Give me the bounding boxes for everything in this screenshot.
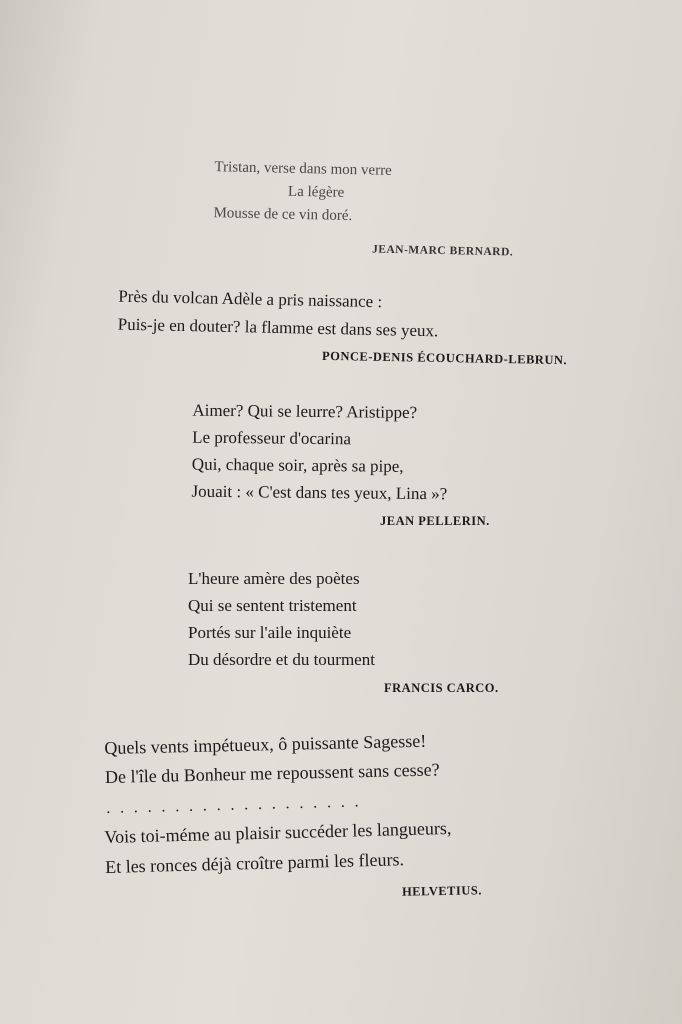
verse-line: Jouait : « C'est dans tes yeux, Lina »? <box>191 481 448 504</box>
verse-line: Mousse de ce vin doré. <box>213 205 353 225</box>
verse-line: L'heure amère des poètes <box>188 569 360 588</box>
verse-line: Qui se sentent tristement <box>188 596 357 615</box>
quote-bernard <box>213 156 392 229</box>
verse-line: Et les ronces déjà croître parmi les fleurs. <box>104 849 405 877</box>
quote-pellerin <box>191 397 448 508</box>
verse-line: De l'île du Bonheur me repoussent sans cesse? <box>104 759 440 787</box>
ellipsis-dots: ................... <box>106 793 369 817</box>
verse-line: Près du volcan Adèle a pris naissance : <box>118 286 383 312</box>
verse-line: Quels vents impétueux, ô puissante Sagesse! <box>104 730 427 758</box>
verse-line: Tristan, verse dans mon verre <box>214 159 392 179</box>
verse-line: Qui, chaque soir, après sa pipe, <box>191 454 404 476</box>
author-attribution: JEAN-MARC BERNARD. <box>371 243 514 259</box>
verse-line: Du désordre et du tourment <box>188 650 375 669</box>
quote-lebrun <box>117 283 439 346</box>
author-attribution: FRANCIS CARCO. <box>384 681 499 695</box>
quote-helvetius <box>104 726 440 792</box>
verse-line: Vois toi-méme au plaisir succéder les langueurs, <box>104 817 452 847</box>
quote-helvetius-continued <box>104 813 453 882</box>
verse-line: Puis-je en douter? la flamme est dans ses yeux. <box>117 314 439 341</box>
verse-line: Aimer? Qui se leurre? Aristippe? <box>192 400 418 423</box>
quote-carco <box>188 565 375 673</box>
verse-line: Portés sur l'aile inquiète <box>188 623 352 642</box>
author-attribution: PONCE-DENIS ÉCOUCHARD-LEBRUN. <box>321 348 568 368</box>
author-attribution: HELVETIUS. <box>401 883 483 899</box>
verse-line: Le professeur d'ocarina <box>192 427 352 449</box>
author-attribution: JEAN PELLERIN. <box>380 514 490 528</box>
verse-line: La légère <box>287 183 345 201</box>
